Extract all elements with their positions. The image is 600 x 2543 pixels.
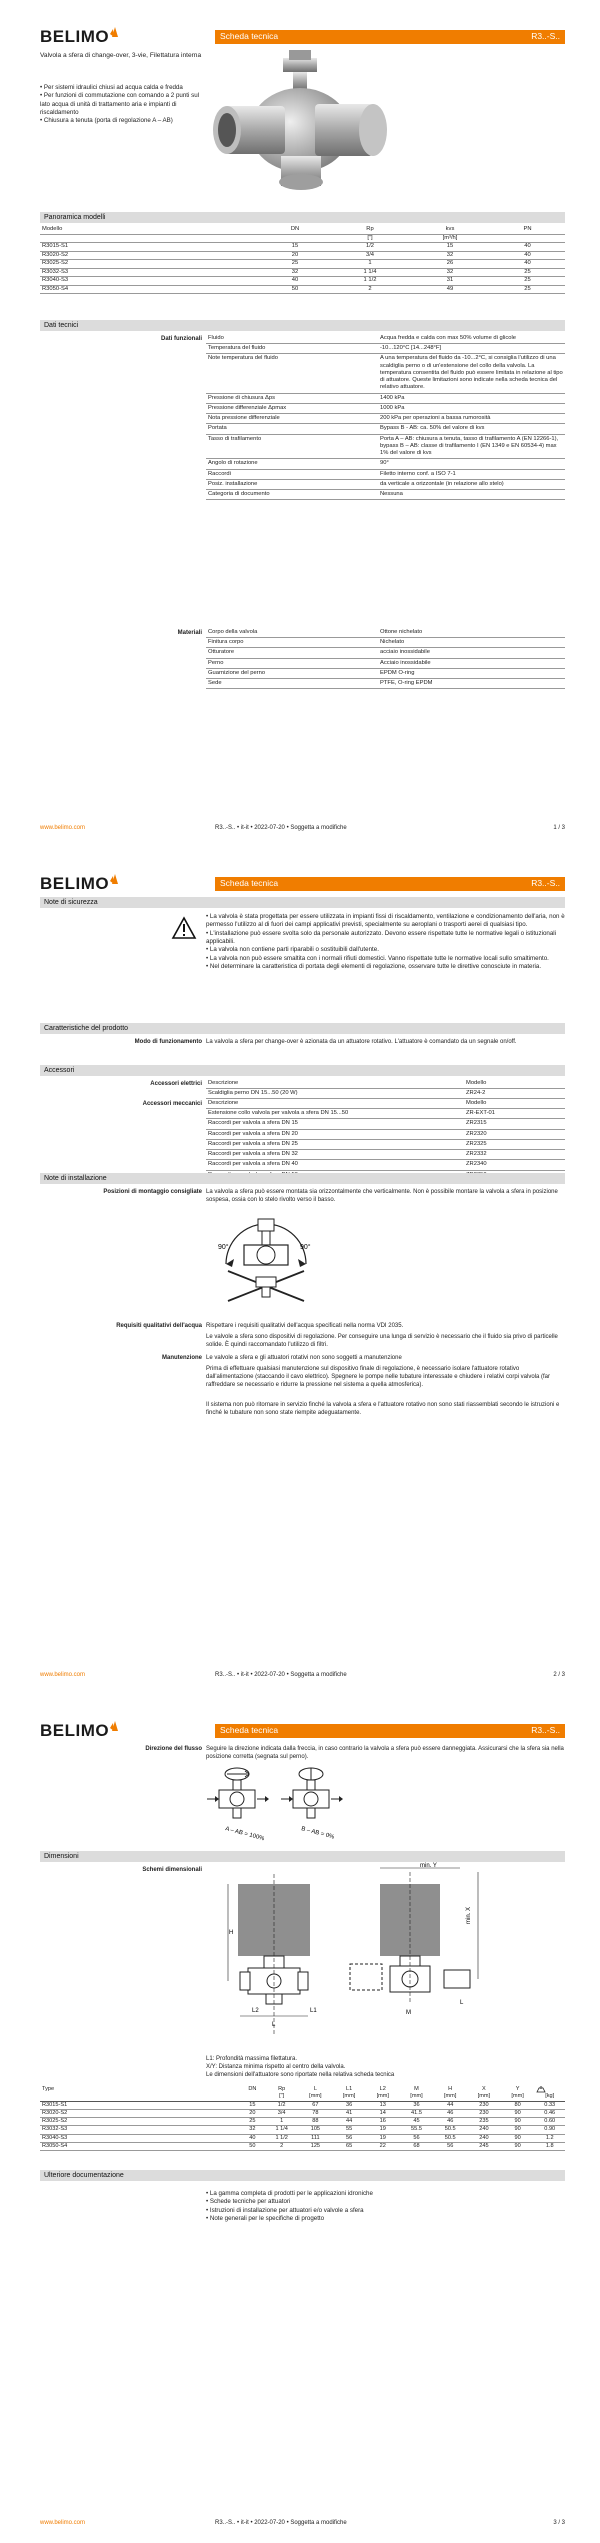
label-L1: L1 [310, 2008, 317, 2014]
table-row: Scaldiglia perno DN 15...50 (20 W) ZR24-2 [206, 1089, 565, 1099]
section-documentation: Ulteriore documentazione [40, 2170, 565, 2181]
maintenance-text-2: Prima di effettuare qualsiasi manutenzione sul dispositivo finale di regolazione, è necessario isolare l'attuatore rotativo dall'alimentazione (staccando il cavo elettrico). Spegnere le pompe nelle tubature interessate e chiudere i relativi corpi valvola (far raffreddare se necessario e ridurre la pressione nel sistema a quella atmosferica). [206, 1366, 550, 1388]
flow-direction-diagram [205, 1766, 355, 1843]
label-L2: L2 [252, 2008, 259, 2014]
header-bar [215, 30, 565, 44]
label-min-x: min. X [466, 1906, 472, 1924]
page-3 [0, 1694, 600, 2543]
col-model: Modello [40, 226, 260, 234]
label-flow-direction: Direzione del flusso [145, 1746, 202, 1752]
table-row: R3015-S1 15 1/2 67 36 13 36 44 230 80 0.33 [40, 2101, 565, 2109]
table-row: Portata Bypass B - AB: ca. 50% del valore di kvs [206, 424, 565, 434]
feature-list [40, 84, 205, 126]
section-installation: Note di installazione [40, 1173, 565, 1184]
table-row: Categoria di documento Nessuna [206, 489, 565, 499]
list-item: • Note generali per le specifiche di progetto [206, 2215, 325, 2223]
list-item: • Nel determinare la caratteristica di portata degli elementi di regolazione, osservare tutte le direttive conosciute in materia. [206, 963, 542, 971]
table-row: Pressione di chiusura Δps 1400 kPa [206, 393, 565, 403]
maintenance-text-3: Il sistema non può ritornare in servizio finché la valvola a sfera e l'attuatore rotativo non sono stati riassemblati secondo le istruzioni e finché le tubature non sono state riempite adeguatamente. [206, 1402, 560, 1416]
section-accessories: Accessori [40, 1065, 565, 1076]
page-1 [0, 0, 600, 847]
table-row: R3025-S2 25 1 26 40 [40, 260, 565, 269]
footer: www.belimo.com R3..-S.. • it-it • 2022-07-20 • Soggetta a modifiche 1 / 3 [40, 825, 565, 831]
mounting-positions-diagram [208, 1209, 323, 1314]
table-row: Raccordi per valvola a sfera DN 15 ZR2315 [206, 1119, 565, 1129]
feature-item: • Chiusura a tenuta (porta di regolazione A – AB) [40, 117, 173, 125]
table-row: R3040-S3 40 1 1/2 111 56 19 56 50.5 240 90 1.2 [40, 2134, 565, 2142]
footer-link[interactable]: www.belimo.com [40, 2520, 86, 2526]
valve-product-image [205, 48, 395, 193]
page-number: 2 / 3 [553, 1672, 565, 1678]
table-row: R3025-S2 25 1 88 44 16 45 46 235 90 0.60 [40, 2118, 565, 2126]
label-min-y: min. Y [420, 1863, 437, 1869]
section-dimensions: Dimensioni [40, 1851, 565, 1862]
positions-text: La valvola a sfera può essere montata sia orizzontalmente che verticalmente. Non è possibile montare la valvola a sfera in posizione sospesa, ossia con lo stelo rivolto verso il basso. [206, 1189, 558, 1203]
list-item: • Istruzioni di installazione per attuatori e/o valvole a sfera [206, 2206, 364, 2214]
feature-item: • Per funzioni di commutazione con comando a 2 punti sul lato acqua di unità di trattamento aria e impianti di riscaldamento [40, 92, 200, 117]
table-row: R3050-S4 50 2 49 25 [40, 285, 565, 294]
label-H: H [229, 1930, 234, 1936]
label-dimension-drawings: Schemi dimensionali [142, 1867, 202, 1873]
table-row: Perno Acciaio inossidabile [206, 658, 565, 668]
label-M: M [406, 2010, 411, 2016]
dimensions-table: Type DN Rp L L1 L2 M H X Y ["] [mm] [mm] [mm] [mm] [mm] [mm] [mm] [kg] R3015-S1 15 1/2 67 36 13 36 44 230 80 0.33 R3020-S2 20 3/4 78 41 14 41.5 46 230 90 0.46 R3025-S2 25 1 88 44 16 45 46 235 90 0.60 R3032-S3 32 1 1/4 105 55 19 55.5 50.5 240 90 0.90 R3040-S3 40 1 1/2 111 56 19 56 50.5 240 90 1.2 R3050-S4 50 2 125 65 22 68 56 245 90 1.8 [40, 2086, 565, 2151]
label-L-right: L [460, 2000, 464, 2006]
dimension-notes: L1: Profondità massima filettatura. X/Y: Distanza minima rispetto al centro della valvola. Le dimensioni dell'attuatore sono riportate nella relativa scheda tecnica [206, 2056, 395, 2078]
table-row: R3040-S3 40 1 1/2 31 25 [40, 277, 565, 286]
unit-rp: ["] [330, 234, 410, 243]
page-2 [0, 847, 600, 1694]
table-row: Finitura corpo Nichelato [206, 638, 565, 648]
flow-text: Seguire la direzione indicata dalla freccia, in caso contrario la valvola a sfera può essere danneggiata. Assicurarsi che la sfera sia nella posizione corretta (segnata sul perno). [206, 1746, 564, 1760]
table-row: Nota pressione differenziale 200 kPa per operazioni a bassa rumorosità [206, 414, 565, 424]
table-row: Estensione collo valvola per valvola a sfera DN 15...50 ZR-EXT-01 [206, 1109, 565, 1119]
label-functional: Dati funzionali [161, 336, 202, 342]
table-row: R3020-S2 20 3/4 32 40 [40, 251, 565, 260]
water-text-1: Rispettare i requisiti qualitativi dell'acqua specificati nella norma VDI 2035. [206, 1323, 404, 1329]
list-item: • La valvola non contiene parti riparabili o sostituibili dall'utente. [206, 946, 379, 954]
col-rp: Rp [330, 226, 410, 234]
angle-right-label: 90° [300, 1244, 311, 1251]
col-dn: DN [260, 226, 330, 234]
label-water: Requisiti qualitativi dell'acqua [116, 1323, 202, 1329]
table-row: Fluido Acqua fredda e calda con max 50% volume di glicole [206, 334, 565, 344]
belimo-logo: BELIMO [40, 1720, 120, 1742]
angle-left-label: 90° [218, 1244, 229, 1251]
flow-b-label: B – AB = 0% [300, 1826, 335, 1841]
belimo-logo: BELIMO [40, 26, 120, 48]
header-title: Scheda tecnica [220, 31, 279, 42]
label-materials: Materiali [177, 630, 202, 636]
col-kvs: kvs [410, 226, 490, 234]
section-technical: Dati tecnici [40, 320, 565, 331]
maintenance-text-1: Le valvole a sfera e gli attuatori rotativi non sono soggetti a manutenzione [206, 1355, 402, 1361]
label-acc-mechanical: Accessori meccanici [142, 1101, 202, 1107]
col-pn: PN [490, 226, 565, 234]
table-row: R3020-S2 20 3/4 78 41 14 41.5 46 230 90 0.46 [40, 2109, 565, 2117]
table-row: Raccordi per valvola a sfera DN 20 ZR2320 [206, 1129, 565, 1139]
label-maintenance: Manutenzione [162, 1355, 202, 1361]
table-row: Pressione differenziale Δpmax 1000 kPa [206, 403, 565, 413]
overview-table [40, 226, 565, 294]
table-row: Raccordi per valvola a sfera DN 40 ZR2340 [206, 1160, 565, 1170]
feature-item: • Per sistemi idraulici chiusi ad acqua calda e fredda [40, 84, 183, 91]
table-row: Sede PTFE, O-ring EPDM [206, 679, 565, 689]
water-text-2: Le valvole a sfera sono dispositivi di regolazione. Per conseguire una lunga di servizio è necessario che il fluido sia privo di particelle solide. È quindi raccomandato l'utilizzo di filtri. [206, 1334, 558, 1348]
label-mode: Modo di funzionamento [134, 1039, 202, 1045]
acc-mechanical-table: Descrizione Modello Estensione collo valvola per valvola a sfera DN 15...50 ZR-EXT-01 Raccordi per valvola a sfera DN 15 ZR2315 Raccordi per valvola a sfera DN 20 ZR2320 Raccordi per valvola a sfera DN 25 ZR2325 Raccordi per valvola a sfera DN 32 ZR2332 Raccordi per valvola a sfera DN 40 ZR2340 [206, 1099, 565, 1181]
list-item: • La valvola è stata progettata per essere utilizzata in impianti fissi di riscaldamento, ventilazione e condizionamento dell'aria, non è permesso l'utilizzo al di fuori dei campi applicativi previsti, specialmente su aeroplani o trasporti aerei di qualsiasi tipo. [206, 913, 565, 929]
label-L: L [272, 2022, 276, 2028]
list-item: • Schede tecniche per attuatori [206, 2198, 291, 2206]
footer-link[interactable]: www.belimo.com [40, 825, 86, 831]
flow-a-label: A – AB = 100% [224, 1826, 265, 1843]
table-row: R3050-S4 50 2 125 65 22 68 56 245 90 1.8 [40, 2142, 565, 2150]
table-row: Raccordi per valvola a sfera DN 32 ZR2332 [206, 1150, 565, 1160]
functional-table [206, 334, 565, 500]
documentation-list [206, 2190, 565, 2223]
label-acc-electric: Accessori elettrici [150, 1081, 202, 1087]
weight-icon [536, 2086, 546, 2093]
section-safety: Note di sicurezza [40, 897, 565, 908]
table-row: Corpo della valvola Ottone nichelato [206, 628, 565, 638]
section-overview: Panoramica modelli [40, 212, 565, 223]
safety-list [206, 913, 565, 972]
unit-kvs: [m³/h] [410, 234, 490, 243]
header-code: R3..-S.. [531, 31, 560, 42]
table-row: Otturatore acciaio inossidabile [206, 648, 565, 658]
table-row: Angolo di rotazione 90° [206, 459, 565, 469]
page-number: 3 / 3 [553, 2520, 565, 2526]
table-row: Temperatura del fluido -10...120°C [14...248°F] [206, 344, 565, 354]
header-bar: Scheda tecnica R3..-S.. [215, 1724, 565, 1738]
table-row: Guarnizione del perno EPDM O-ring [206, 668, 565, 678]
list-item: • La valvola non può essere smaltita con i normali rifiuti domestici. Vanno rispettate tutte le normative locali sullo smaltimento. [206, 954, 549, 962]
page-number: 1 / 3 [553, 825, 565, 831]
warning-icon [172, 917, 196, 939]
product-title: Valvola a sfera di change-over, 3-vie, Filettatura interna [40, 52, 202, 59]
table-row: Tasso di trafilamento Porta A – AB: chiusura a tenuta, tasso di trafilamento A (EN 12266-1), bypass B – AB: classe di trafilamento I (EN 1349 e EN 60534-4) max 1% del valore di kvs [206, 434, 565, 459]
table-row: Raccordi per valvola a sfera DN 25 ZR2325 [206, 1139, 565, 1149]
mode-text: La valvola a sfera per change-over è azionata da un attuatore rotativo. L'attuatore è comandato da un segnale on/off. [206, 1039, 517, 1045]
table-row: R3032-S3 32 1 1/4 32 25 [40, 268, 565, 277]
dimension-drawing [230, 1864, 490, 2044]
table-row: Posiz. installazione da verticale a orizzontale (in relazione allo stelo) [206, 479, 565, 489]
belimo-logo: BELIMO [40, 873, 120, 895]
table-row: Note temperatura del fluido A una temperatura del fluido da -10...2°C, si consiglia l'utilizzo di una scaldiglia perno o di un'estensione del collo della valvola. La temperatura consentita del fluido può essere limitata in relazione al tipo di attuatore. Queste limitazioni sono indicate nella scheda tecnica del relativo attuatore. [206, 354, 565, 393]
list-item: • L'installazione può essere svolta solo da personale autorizzato. Devono essere rispettate tutte le normative legali o istituzionali applicabili. [206, 929, 557, 946]
section-product: Caratteristiche del prodotto [40, 1023, 565, 1034]
table-row: R3015-S1 15 1/2 15 40 [40, 243, 565, 252]
footer: www.belimo.com R3..-S.. • it-it • 2022-07-20 • Soggetta a modifiche 2 / 3 [40, 1672, 565, 1678]
materials-table [206, 628, 565, 689]
acc-electric-table: Descrizione Modello Scaldiglia perno DN 15...50 (20 W) ZR24-2 [206, 1079, 565, 1099]
header-bar: Scheda tecnica R3..-S.. [215, 877, 565, 891]
footer: www.belimo.com R3..-S.. • it-it • 2022-07-20 • Soggetta a modifiche 3 / 3 [40, 2520, 565, 2526]
list-item: • La gamma completa di prodotti per le applicazioni idroniche [206, 2190, 373, 2197]
table-row: R3032-S3 32 1 1/4 105 55 19 55.5 50.5 240 90 0.90 [40, 2126, 565, 2134]
label-positions: Posizioni di montaggio consigliate [103, 1189, 202, 1195]
footer-link[interactable]: www.belimo.com [40, 1672, 86, 1678]
table-row: Raccordi Filetto interno conf. a ISO 7-1 [206, 469, 565, 479]
